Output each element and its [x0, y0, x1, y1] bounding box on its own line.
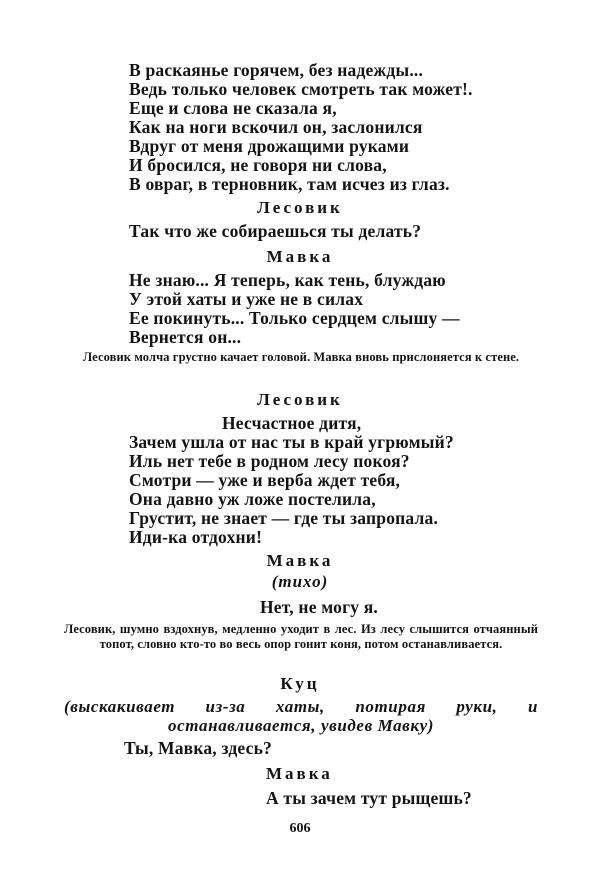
verse-line: В овраг, в терновник, там исчез из глаз. — [129, 174, 450, 194]
speaker-name: Лесовик — [257, 198, 343, 217]
verse-line: Вдруг от меня дрожащими руками — [129, 136, 410, 156]
verse-line: Как на ноги вскочил он, заслонился — [129, 117, 423, 137]
verse-line: Смотри — уже и верба ждет тебя, — [129, 470, 401, 490]
verse-line: Иди-ка отдохни! — [129, 527, 263, 547]
page-number: 606 — [289, 821, 311, 836]
verse-line: Она давно уж ложе постелила, — [129, 489, 376, 509]
verse-line: Несчастное дитя, — [222, 413, 362, 433]
verse-line: Ты, Мавка, здесь? — [124, 738, 272, 758]
stage-direction-inline: (выскакивает из-за хаты, потирая руки, и останавливается, увидев Мавку) — [64, 697, 538, 735]
speaker-name: Мавка — [266, 764, 333, 783]
verse-line: Так что же собираешься ты делать? — [129, 221, 422, 241]
verse-line: В раскаянье горячем, без надежды... — [129, 60, 424, 80]
stage-direction-inline: (тихо) — [271, 572, 329, 591]
verse-line: Еще и слова не сказала я, — [129, 98, 337, 118]
stage-direction: Лесовик, шумно вздохнув, медленно уходит в лес. Из лесу слышится отчаянный топот, словно кто-то во весь опор гонит коня, потом останавливается. — [64, 622, 538, 651]
verse-line: Нет, не могу я. — [260, 597, 378, 617]
verse-line: Вернется он... — [129, 327, 242, 347]
speaker-name: Мавка — [266, 551, 334, 570]
verse-line: Зачем ушла от нас ты в край угрюмый? — [129, 432, 454, 452]
stage-direction: Лесовик молча грустно качает головой. Мавка вновь прислоняется к стене. — [82, 350, 520, 364]
verse-line: И бросился, не говоря ни слова, — [129, 155, 387, 175]
speaker-name: Мавка — [266, 247, 334, 266]
speaker-name: Лесовик — [257, 390, 343, 409]
verse-line: Не знаю... Я теперь, как тень, блуждаю — [129, 270, 446, 290]
verse-line: Иль нет тебе в родном лесу покоя? — [129, 451, 410, 471]
verse-line: Ее покинуть... Только сердцем слышу — — [129, 308, 460, 328]
verse-line: Ведь только человек смотреть так может!. — [129, 79, 473, 99]
verse-line: У этой хаты и уже не в силах — [129, 289, 364, 309]
verse-line: Грустит, не знает — где ты запропала. — [129, 508, 439, 528]
verse-line: А ты зачем тут рыщешь? — [266, 788, 472, 808]
speaker-name: Куц — [280, 674, 320, 693]
